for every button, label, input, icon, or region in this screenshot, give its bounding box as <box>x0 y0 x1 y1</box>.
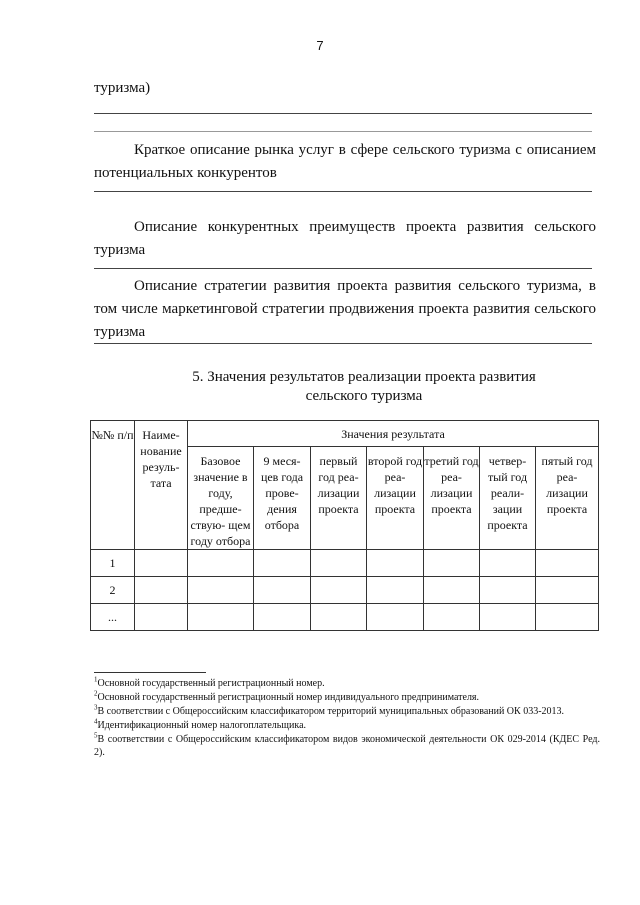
table-cell <box>311 577 367 604</box>
table-cell <box>480 604 536 631</box>
paragraph-development-strategy: Описание стратегии развития проекта развития сельского туризма, в том числе маркетинговой стратегии продвижения проекта развития сельского туризма <box>94 278 596 340</box>
results-table <box>90 420 599 631</box>
table-cell <box>367 604 424 631</box>
header-result-name: Наиме- нование резуль- тата <box>135 421 188 550</box>
row-number: ... <box>91 604 135 631</box>
table-cell <box>367 577 424 604</box>
header-year-5: пятый год реа- лизации проекта <box>536 447 599 550</box>
table-cell <box>311 604 367 631</box>
table-cell <box>367 550 424 577</box>
table-cell <box>536 577 599 604</box>
section-title-line-1: 5. Значения результатов реализации проекта развития <box>192 369 536 385</box>
section-title <box>94 368 634 406</box>
section-title-line-2: сельского туризма <box>305 388 423 404</box>
footnote-4: $^4$Идентификационный номер налогоплательщика. <box>94 717 307 731</box>
table-cell <box>254 604 311 631</box>
footnote-1: $^1$Основной государственный регистрационный номер. <box>94 675 325 689</box>
row-number: 1 <box>91 550 135 577</box>
header-baseline-value: Базовое значение в году, предше- ствую- щем году отбора <box>188 447 254 550</box>
footnote-separator <box>94 672 206 673</box>
fill-in-line <box>94 268 592 269</box>
table-cell <box>135 604 188 631</box>
table-cell <box>480 550 536 577</box>
table-cell <box>424 604 480 631</box>
table-cell <box>254 550 311 577</box>
paragraph-market-description: Краткое описание рынка услуг в сфере сельского туризма с описанием потенциальных конкурентов <box>94 142 596 181</box>
fill-in-line <box>94 343 592 344</box>
table-cell <box>424 550 480 577</box>
fill-in-line <box>94 191 592 192</box>
header-year-4: четвер- тый год реали- зации проекта <box>480 447 536 550</box>
table-row <box>91 604 599 631</box>
table-cell <box>254 577 311 604</box>
table-cell <box>188 604 254 631</box>
footnotes <box>94 677 600 760</box>
header-row-number: №№ п/п <box>91 421 135 550</box>
table-cell <box>135 577 188 604</box>
table-row <box>91 577 599 604</box>
table-cell <box>311 550 367 577</box>
paragraph-tourism-end: туризма) <box>94 80 151 96</box>
table-cell <box>188 550 254 577</box>
table-cell <box>188 577 254 604</box>
header-year-1: первый год реа- лизации проекта <box>311 447 367 550</box>
header-year-2: второй год реа- лизации проекта <box>367 447 424 550</box>
header-result-values: Значения результата <box>188 421 599 447</box>
row-number: 2 <box>91 577 135 604</box>
table-cell <box>424 577 480 604</box>
page-number: 7 <box>316 38 324 53</box>
table-cell <box>480 577 536 604</box>
header-nine-months: 9 меся- цев года прове- дения отбора <box>254 447 311 550</box>
footnote-5: $^5$В соответствии с Общероссийским классификатором видов экономической деятельности ОК 029-2014 (КДЕС Ред. 2). <box>94 731 600 758</box>
table-row <box>91 550 599 577</box>
fill-in-line <box>94 131 592 132</box>
paragraph-competitive-advantages: Описание конкурентных преимуществ проекта развития сельского туризма <box>94 219 596 258</box>
fill-in-line <box>94 113 592 114</box>
footnote-2: $^2$Основной государственный регистрационный номер индивидуального предпринимателя. <box>94 689 480 703</box>
header-year-3: третий год реа- лизации проекта <box>424 447 480 550</box>
table-cell <box>135 550 188 577</box>
table-cell <box>536 604 599 631</box>
footnote-3: $^3$В соответствии с Общероссийским классификатором территорий муниципальных образований ОК 033-2013. <box>94 703 565 717</box>
table-cell <box>536 550 599 577</box>
